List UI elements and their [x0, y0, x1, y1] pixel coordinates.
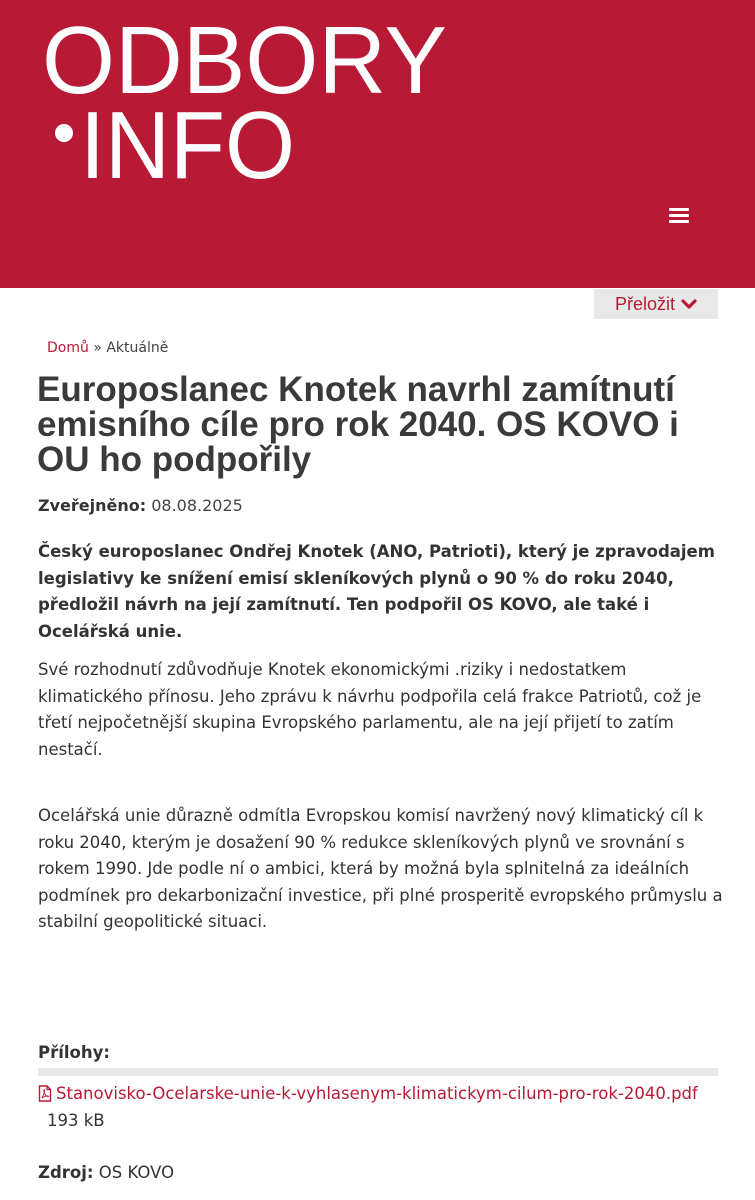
translate-button[interactable] — [594, 289, 718, 319]
breadcrumb-current: Aktuálně — [106, 340, 169, 356]
source-label: Zdroj: — [38, 1163, 94, 1182]
site-header — [0, 0, 755, 288]
source-value: OS KOVO — [98, 1163, 175, 1182]
article-lead: Český europoslanec Ondřej Knotek (ANO, Patrioti), který je zpravodajem legislativy ke snížení emisí skleníkových plynů o 90 % do roku 2040, předložil návrh na její zamítnutí. Ten podpořil OS KOVO, ale také i Ocelářská unie. — [38, 542, 715, 641]
logo-line1: ODBORY — [42, 18, 447, 114]
article-title: Europoslanec Knotek navrhl zamítnutí emisního cíle pro rok 2040. OS KOVO i OU ho podpořily — [37, 370, 679, 479]
hamburger-menu-icon[interactable] — [664, 200, 694, 230]
breadcrumb-separator: » — [93, 340, 102, 356]
article-paragraph: Ocelářská unie důrazně odmítla Evropskou komisí navržený nový klimatický cíl k roku 2040, kterým je dosažení 90 % redukce skleníkových plynů ve srovnání s rokem 1990. Jde podle ní o ambici, která by možná byla splnitelná za ideálních podmínek pro dekarbonizační investice, při plné prosperitě evropského průmyslu a stabilní geopolitické situaci. — [38, 806, 723, 931]
pdf-file-icon — [38, 1085, 52, 1102]
breadcrumb — [47, 340, 168, 356]
attachment-file-size: 193 kB — [47, 1111, 105, 1130]
chevron-down-icon — [681, 298, 697, 310]
translate-label: Přeložit — [614, 293, 676, 314]
published-date: 08.08.2025 — [151, 496, 243, 515]
published-info — [38, 496, 243, 515]
logo-line2: INFO — [80, 92, 295, 183]
site-logo[interactable] — [42, 18, 452, 183]
article-paragraph: Své rozhodnutí zdůvodňuje Knotek ekonomickými .riziky i nedostatkem klimatického přínosu. Jeho zprávu k návrhu podpořila celá frakce Patriotů, což je třetí nejpočetnější skupina Evropského parlamentu, ale na její přijetí to zatím nestačí. — [38, 660, 702, 759]
attachments-divider — [38, 1068, 718, 1076]
published-label: Zveřejněno: — [38, 496, 147, 515]
attachments-label: Přílohy: — [38, 1043, 110, 1062]
attachment-pdf-link[interactable] — [38, 1084, 698, 1103]
attachment-file-name: Stanovisko-Ocelarske-unie-k-vyhlasenym-klimatickym-cilum-pro-rok-2040.pdf — [56, 1084, 698, 1103]
breadcrumb-home-link[interactable]: Domů — [47, 340, 89, 356]
logo-dot — [55, 124, 73, 142]
source-info — [38, 1163, 174, 1182]
